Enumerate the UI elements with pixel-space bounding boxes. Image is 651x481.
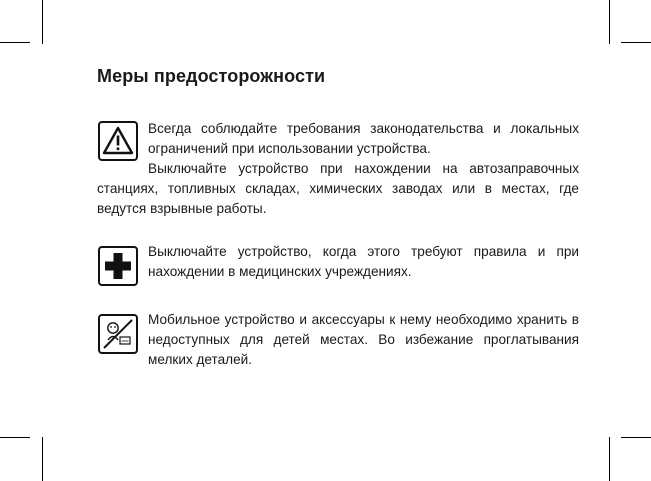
medical-cross-icon — [98, 246, 138, 286]
crop-mark-top-left-horizontal — [0, 42, 30, 43]
crop-mark-top-right-horizontal — [621, 42, 651, 43]
child-choking-icon — [98, 314, 138, 354]
page-title: Меры предосторожности — [97, 66, 326, 86]
fuel-station-warning-text: Выключайте устройство при нахождении на автозаправочных станциях, топливных складах, химических заводах или в местах, где ведутся взрывные работы. — [97, 161, 579, 216]
crop-mark-bottom-right-horizontal — [621, 437, 651, 438]
crop-mark-bottom-left-vertical — [42, 437, 43, 481]
medical-facility-text: Выключайте устройство, когда этого требуют правила и при нахождении в медицинских учреждениях. — [148, 244, 579, 279]
crop-mark-bottom-left-horizontal — [0, 437, 30, 438]
crop-mark-top-right-vertical — [609, 0, 610, 44]
crop-mark-top-left-vertical — [42, 0, 43, 44]
crop-mark-bottom-right-vertical — [609, 437, 610, 481]
legal-requirements-text: Всегда соблюдайте требования законодательства и локальных ограничений при использовании устройства. — [148, 121, 579, 156]
warning-triangle-icon — [98, 121, 138, 161]
child-safety-text: Мобильное устройство и аксессуары к нему необходимо хранить в недоступных для детей местах. Во избежание проглатывания мелких деталей. — [148, 312, 579, 367]
